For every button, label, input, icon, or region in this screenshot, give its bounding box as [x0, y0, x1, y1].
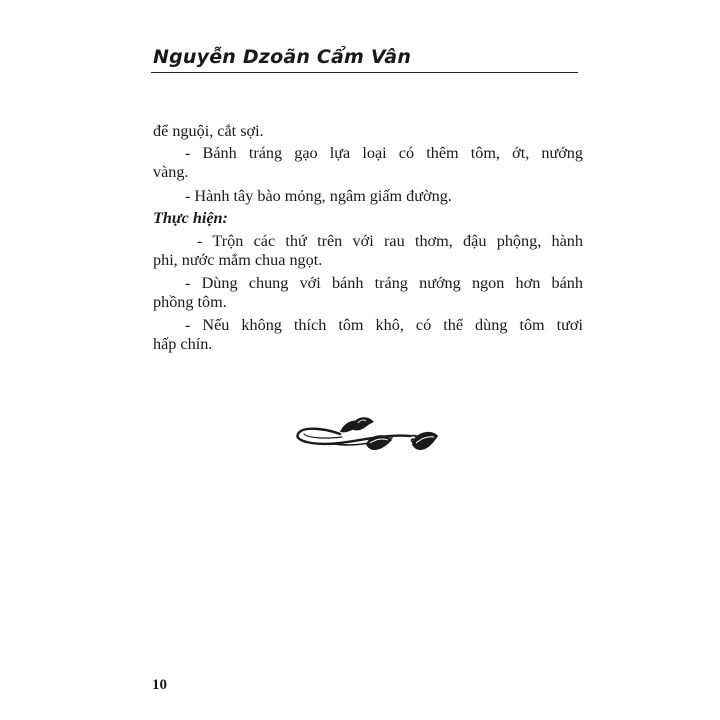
header-rule — [151, 72, 578, 73]
body-line: phồng tôm. — [153, 293, 227, 311]
vine-leaf-ornament-icon — [294, 410, 442, 460]
recipe-body — [153, 122, 583, 355]
body-line: - Hành tây bào mỏng, ngâm giấm đường. — [185, 186, 452, 205]
page-number: 10 — [152, 677, 167, 693]
body-line: để nguội, cắt sợi. — [153, 122, 264, 140]
running-header-author: Nguyễn Dzoãn Cẩm Vân — [153, 46, 412, 68]
body-line: - Trộn các thứ trên với rau thơm, đậu phộng, hành — [197, 231, 583, 250]
body-line: - Dùng chung với bánh tráng nướng ngon hơn bánh — [185, 273, 583, 292]
body-line: vàng. — [153, 163, 189, 181]
body-line: phi, nước mắm chua ngọt. — [153, 251, 323, 269]
body-line: - Nếu không thích tôm khô, có thể dùng tôm tươi — [185, 315, 583, 334]
body-line: hấp chín. — [153, 335, 213, 353]
body-line: - Bánh tráng gạo lựa loại có thêm tôm, ớt, nướng — [185, 143, 583, 162]
section-heading: Thực hiện: — [153, 209, 228, 227]
